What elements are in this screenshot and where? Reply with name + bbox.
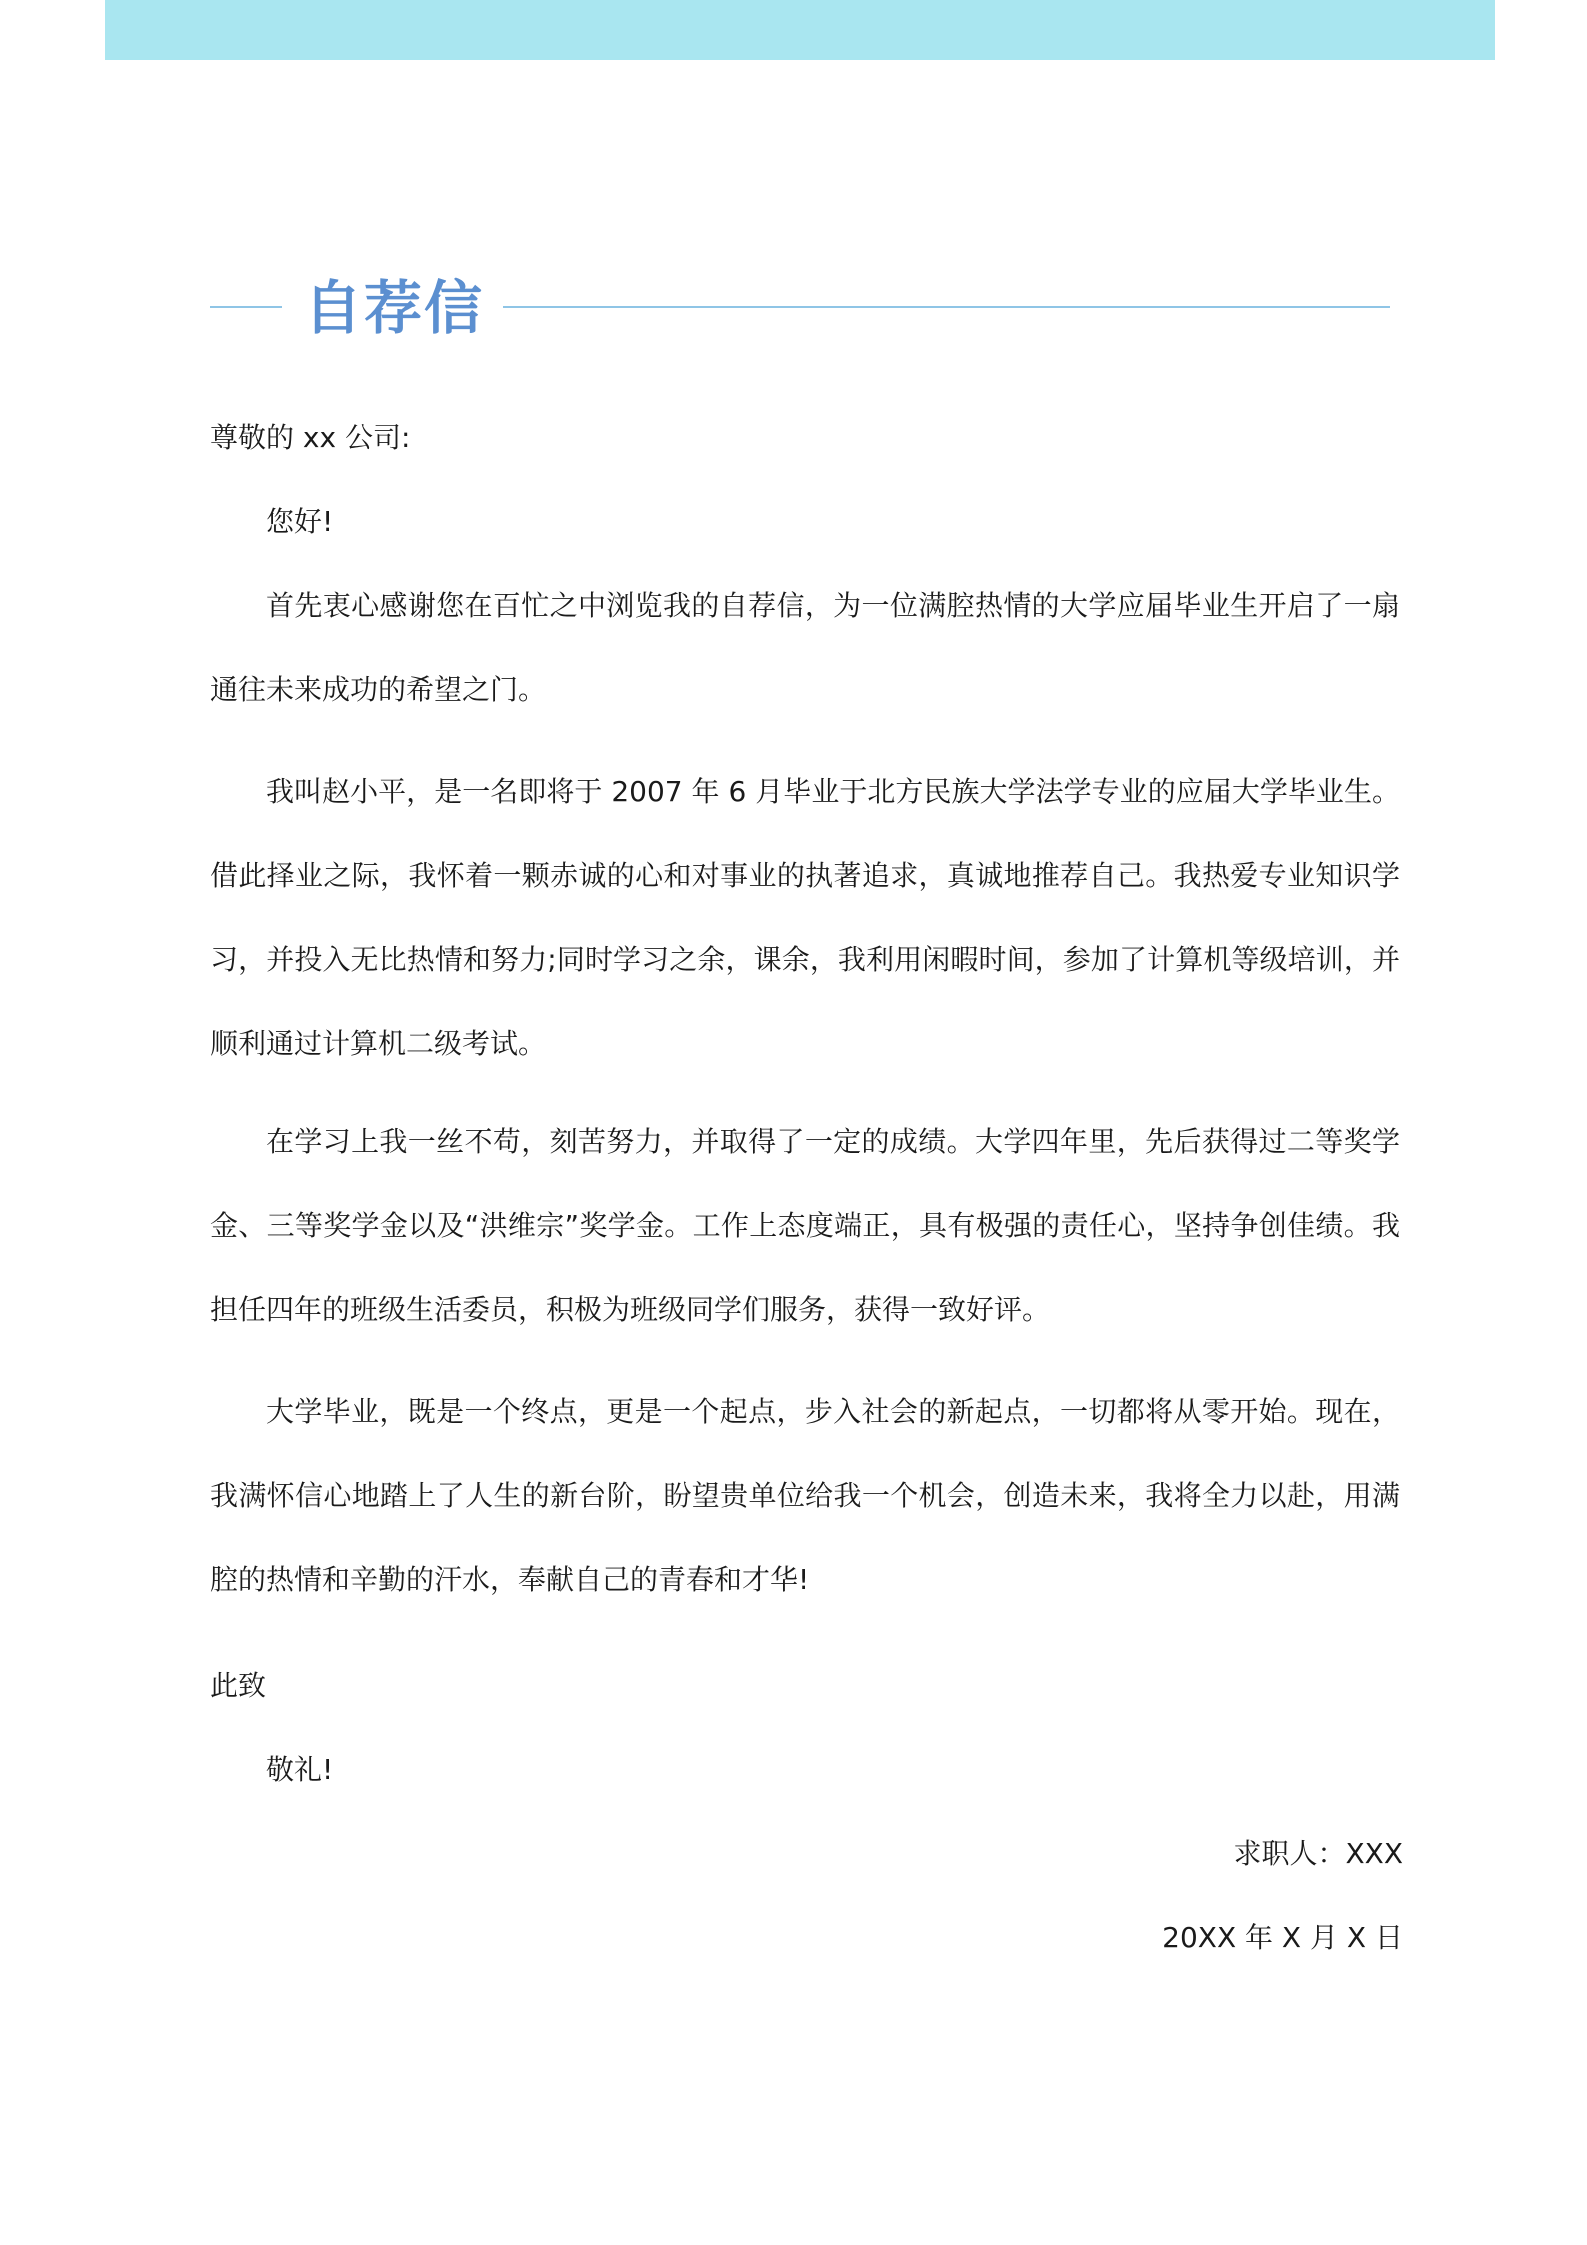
top-color-band <box>105 0 1495 60</box>
paragraph-1: 首先衷心感谢您在百忙之中浏览我的自荐信，为一位满腔热情的大学应届毕业生开启了一扇通往未来成功的希望之门。 <box>210 589 1400 706</box>
greeting: 您好! <box>266 505 334 538</box>
paragraph-2: 我叫赵小平，是一名即将于 2007 年 6 月毕业于北方民族大学法学专业的应届大学毕业生。借此择业之际，我怀着一颗赤诚的心和对事业的执著追求，真诚地推荐自己。我热爱专业知识学习，并投入无比热情和努力;同时学习之余，课余，我利用闲暇时间，参加了计算机等级培训，并顺利通过计算机二级考试。 <box>210 775 1400 1060</box>
paragraph-3: 在学习上我一丝不苟，刻苦努力，并取得了一定的成绩。大学四年里，先后获得过二等奖学金、三等奖学金以及“洪维宗”奖学金。工作上态度端正，具有极强的责任心，坚持争创佳绩。我担任四年的班级生活委员，积极为班级同学们服务，获得一致好评。 <box>210 1125 1400 1326</box>
document-title: 自荐信 <box>304 274 485 342</box>
title-row <box>210 268 1390 348</box>
date-line: 20XX 年 X 月 X 日 <box>1162 1921 1403 1954</box>
title-rule-right <box>503 306 1390 308</box>
title-rule-left <box>210 306 282 308</box>
paragraph-4: 大学毕业，既是一个终点，更是一个起点，步入社会的新起点，一切都将从零开始。现在，我满怀信心地踏上了人生的新台阶，盼望贵单位给我一个机会，创造未来，我将全力以赴，用满腔的热情和辛勤的汗水，奉献自己的青春和才华! <box>210 1395 1400 1596</box>
salutation: 尊敬的 xx 公司: <box>210 421 411 454</box>
closing-line-1: 此致 <box>210 1669 267 1702</box>
signature: 求职人：XXX <box>1233 1837 1403 1870</box>
closing-line-2: 敬礼! <box>266 1753 334 1786</box>
